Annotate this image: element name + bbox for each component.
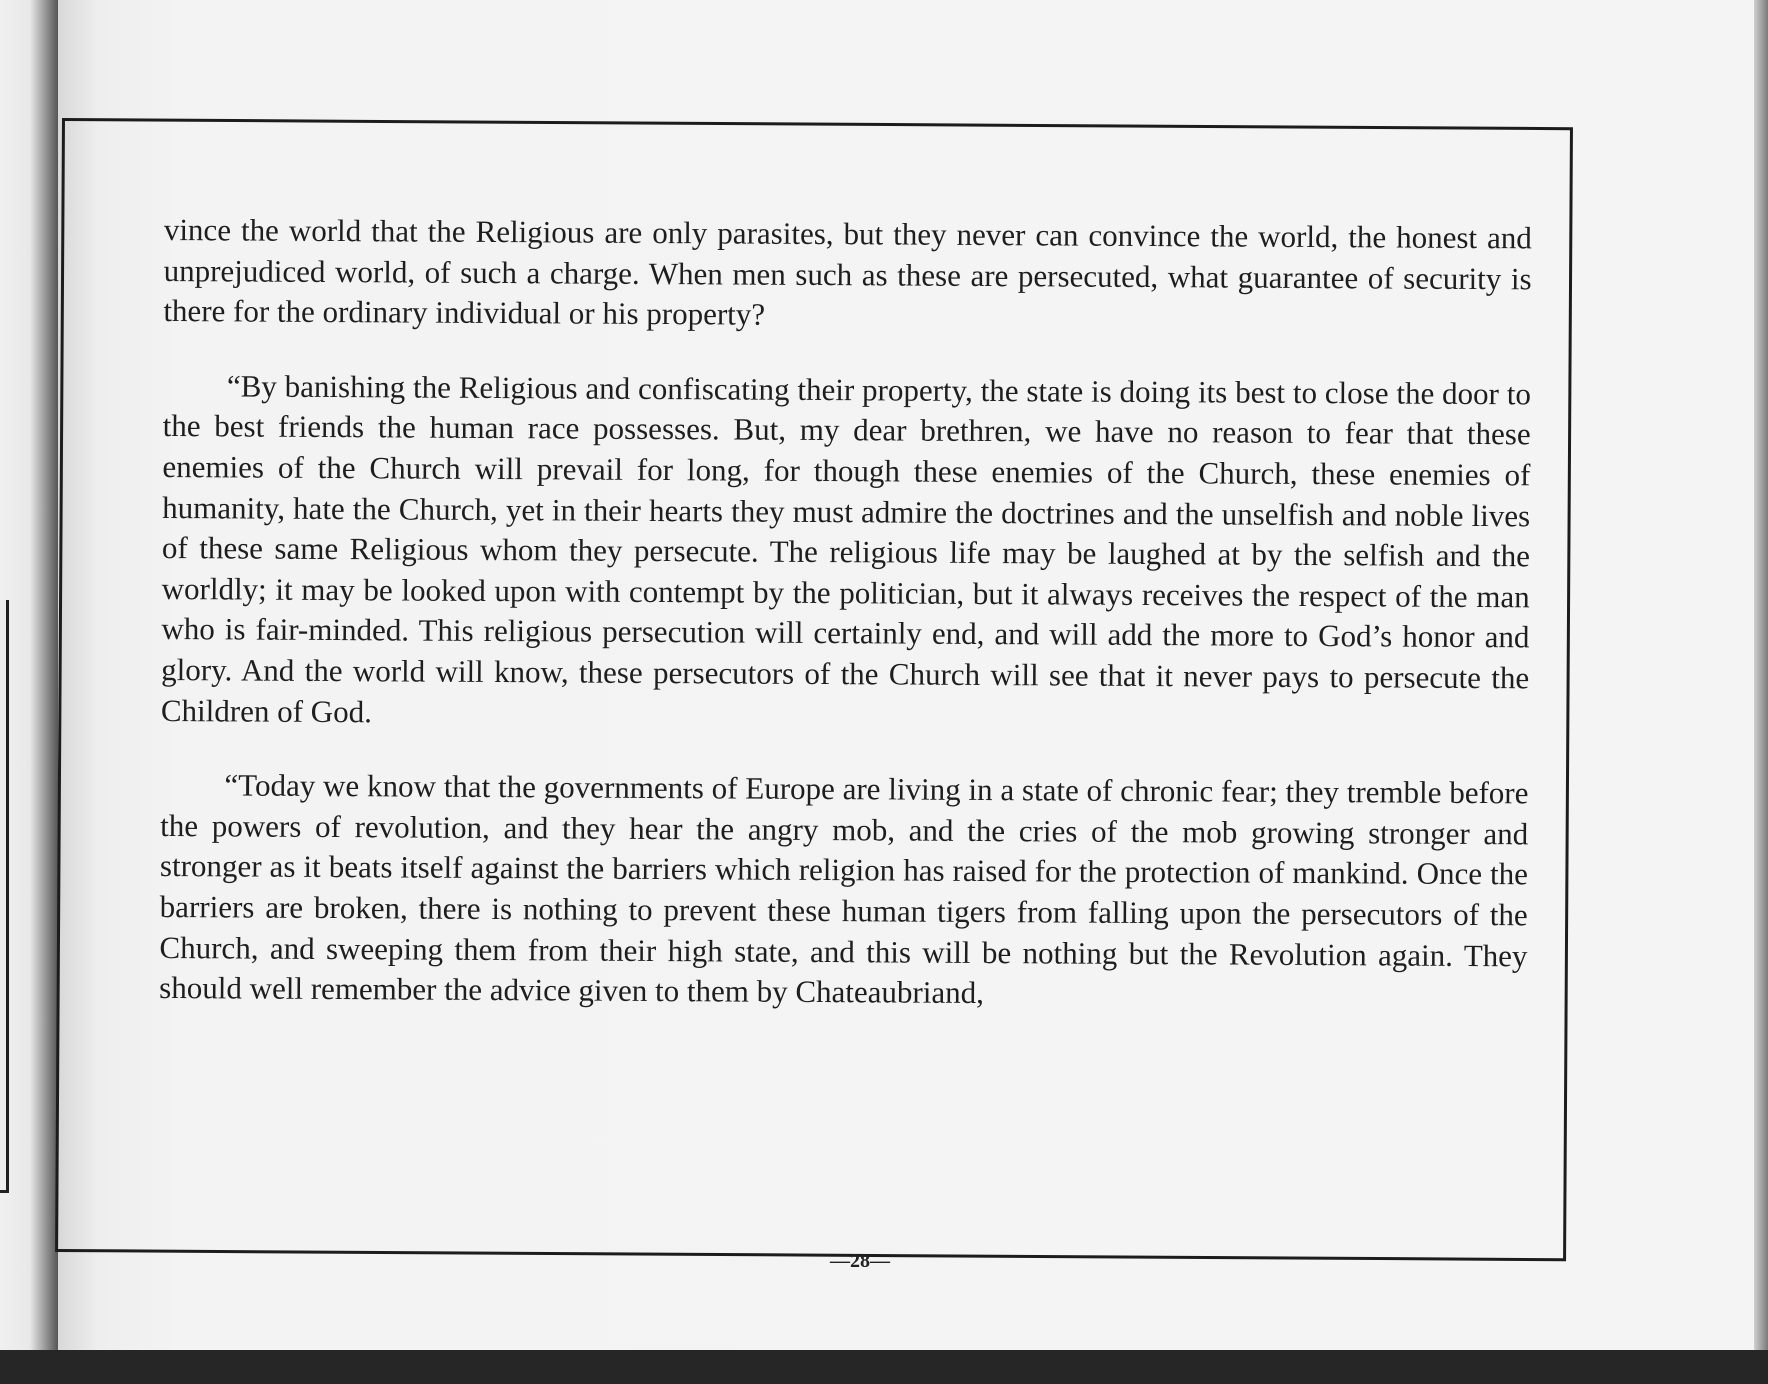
text-body — [159, 210, 1532, 1051]
paragraph-banishing: “By banishing the Religious and confiscating their property, the state is doing its best to close the door to the best friends the human race possesses. But, my dear brethren, we have no reason to fear that these enemies of the Church will prevail for long, for though these enemies of the Church, these enemies of humanity, hate the Church, yet in their hearts they must admire the doctrines and the unselfish and noble lives of these same Religious whom they persecute. The religious life may be laughed at by the selfish and the worldly; it may be looked upon with contempt by the politician, but it always receives the respect of the man who is fair-minded. This religious persecution will certainly end, and will add the more to God’s honor and glory. And the world will know, these persecutors of the Church will see that it never pays to persecute the Children of God. — [160, 368, 1532, 729]
paragraph-continuation: vince the world that the Religious are only parasites, but they never can convince the world, the honest and unprejudiced world, of such a charge. When men such as these are persecuted, what guarantee of security is there for the ordinary individual or his property? — [163, 211, 1532, 332]
binding-edge — [0, 600, 9, 1193]
book-binding — [0, 0, 58, 1384]
bottom-shadow — [0, 1350, 1768, 1384]
paragraph-today: “Today we know that the governments of Europe are living in a state of chronic fear; they tremble before the powers of revolution, and they hear the angry mob, and the cries of the mob growing stronger and stronger as it beats itself against the barriers which religion has raised for the protection of mankind. Once the barriers are broken, there is nothing to prevent these human tigers from falling upon the persecutors of the Church, and sweeping them from their high state, and this will be nothing but the Revolution again. They should well remember the advice given to them by Chateaubriand, — [159, 767, 1529, 1011]
page-right-edge — [1754, 0, 1768, 1384]
page-number: —28— — [830, 1250, 890, 1272]
